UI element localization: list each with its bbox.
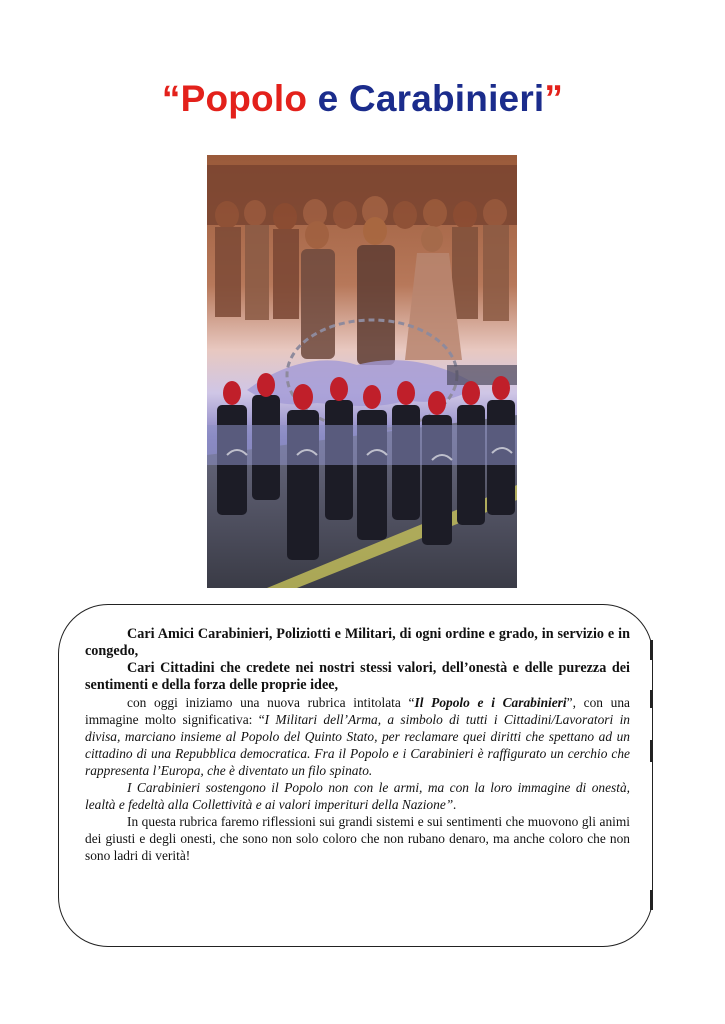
frame-mark [650,890,653,910]
title-word-popolo: Popolo [180,78,308,119]
quote-paragraph [85,779,630,813]
image-description: I Militari dell’Arma, a simbolo di tutti i Cittadini/Lavoratori in divisa, marciano insieme al Popolo del Quinto Stato, per reclamare quei diritti che spettano ad un cittadino di una Repubblica democratica. Fra il Popolo e i Carabinieri è raffigurato un cerchio che rappresenta l’Europa, che è diventato un filo spinato. [85,712,630,778]
intro-paragraph [85,694,630,779]
frame-mark [650,690,653,708]
quote-text: I Carabinieri sostengono il Popolo non con le armi, ma con la loro immagine di onestà, lealtà e fedeltà alla Collettività e ai valori imperituri della Nazione”. [85,780,630,812]
article-body [85,626,630,864]
greeting-paragraph-2: Cari Cittadini che credete nei nostri stessi valori, dell’onestà e delle purezza dei sentimenti e della forza delle proprie idee, [85,660,630,693]
title-word-e: e [317,78,339,119]
frame-mark [650,740,653,762]
title-open-quote: “ [161,78,181,119]
frame-mark [650,640,653,660]
poster-illustration [207,155,517,588]
greeting-paragraph-1: Cari Amici Carabinieri, Poliziotti e Militari, di ogni ordine e grado, in servizio e in congedo, [85,626,630,659]
intro-text-a: con oggi iniziamo una nuova rubrica intitolata “ [127,695,415,710]
closing-paragraph: In questa rubrica faremo riflessioni sui grandi sistemi e sui sentimenti che muovono gli animi dei giusti e degli onesti, che sono non solo coloro che non rubano denaro, ma anche coloro che non sono ladri di verità! [85,814,630,863]
title-close-quote: ” [544,78,564,119]
rubric-title: Il Popolo e i Carabinieri [414,695,567,710]
poster-image [207,155,517,588]
intro-text-c: ”, con una immagine molto significativa: “ [85,695,631,727]
page-title [0,78,725,120]
title-word-carabinieri: Carabinieri [348,78,545,119]
